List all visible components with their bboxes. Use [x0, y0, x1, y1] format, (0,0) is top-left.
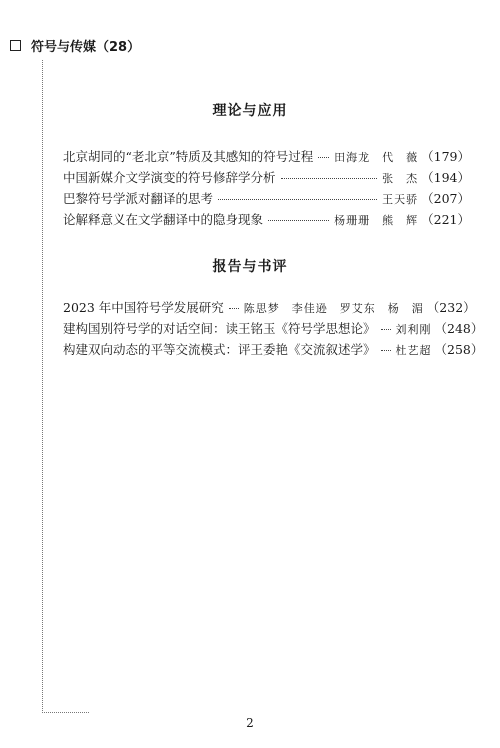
square-icon — [10, 40, 21, 51]
entry-page: （221） — [421, 212, 470, 227]
entry-authors: 张 杰 — [382, 172, 419, 185]
toc-entry[interactable] — [63, 168, 470, 189]
page-number: 2 — [246, 716, 254, 730]
entry-page: （248） — [434, 321, 484, 336]
section-title: 理论与应用 — [212, 103, 288, 119]
entry-page: （258） — [434, 342, 484, 357]
entry-page: （207） — [421, 191, 470, 206]
section-title: 报告与书评 — [212, 259, 288, 275]
entry-authors: 杨珊珊 熊 辉 — [334, 214, 419, 227]
entry-title: 北京胡同的“老北京”特质及其感知的符号过程 — [63, 149, 314, 164]
dot-leader — [281, 178, 378, 179]
journal-header — [10, 36, 140, 55]
entry-title: 2023 年中国符号学发展研究 — [63, 300, 224, 315]
entry-authors: 杜艺超 — [395, 344, 432, 357]
toc-entry[interactable] — [63, 189, 470, 210]
toc-entry[interactable] — [63, 298, 476, 319]
dot-leader — [381, 350, 391, 351]
dot-leader — [229, 308, 239, 309]
entry-title: 构建双向动态的平等交流模式：评王委艳《交流叙述学》 — [63, 342, 376, 357]
entry-authors: 刘利刚 — [395, 323, 432, 336]
entry-title: 论解释意义在文学翻译中的隐身现象 — [63, 212, 264, 227]
dot-leader — [381, 329, 391, 330]
dot-leader — [268, 220, 329, 221]
entry-authors: 王天骄 — [382, 193, 419, 206]
entry-title: 中国新媒介文学演变的符号修辞学分析 — [63, 170, 276, 185]
toc-entry[interactable] — [63, 319, 484, 340]
toc-section-reports — [63, 298, 484, 361]
dot-leader — [218, 199, 377, 200]
entry-page: （232） — [426, 300, 476, 315]
journal-title: 符号与传媒（28） — [31, 40, 141, 55]
toc-entry[interactable] — [63, 147, 470, 168]
entry-title: 建构国别符号学的对话空间：读王铭玉《符号学思想论》 — [63, 321, 376, 336]
entry-title: 巴黎符号学派对翻译的思考 — [63, 191, 214, 206]
entry-authors: 陈思梦 李佳逊 罗艾东 杨 湄 — [243, 302, 424, 315]
entry-authors: 田海龙 代 薇 — [334, 151, 419, 164]
toc-entry[interactable] — [63, 340, 484, 361]
entry-page: （179） — [421, 149, 470, 164]
toc-entry[interactable] — [63, 210, 470, 231]
toc-section-theory — [63, 147, 470, 231]
dot-leader — [318, 157, 329, 158]
entry-page: （194） — [421, 170, 470, 185]
